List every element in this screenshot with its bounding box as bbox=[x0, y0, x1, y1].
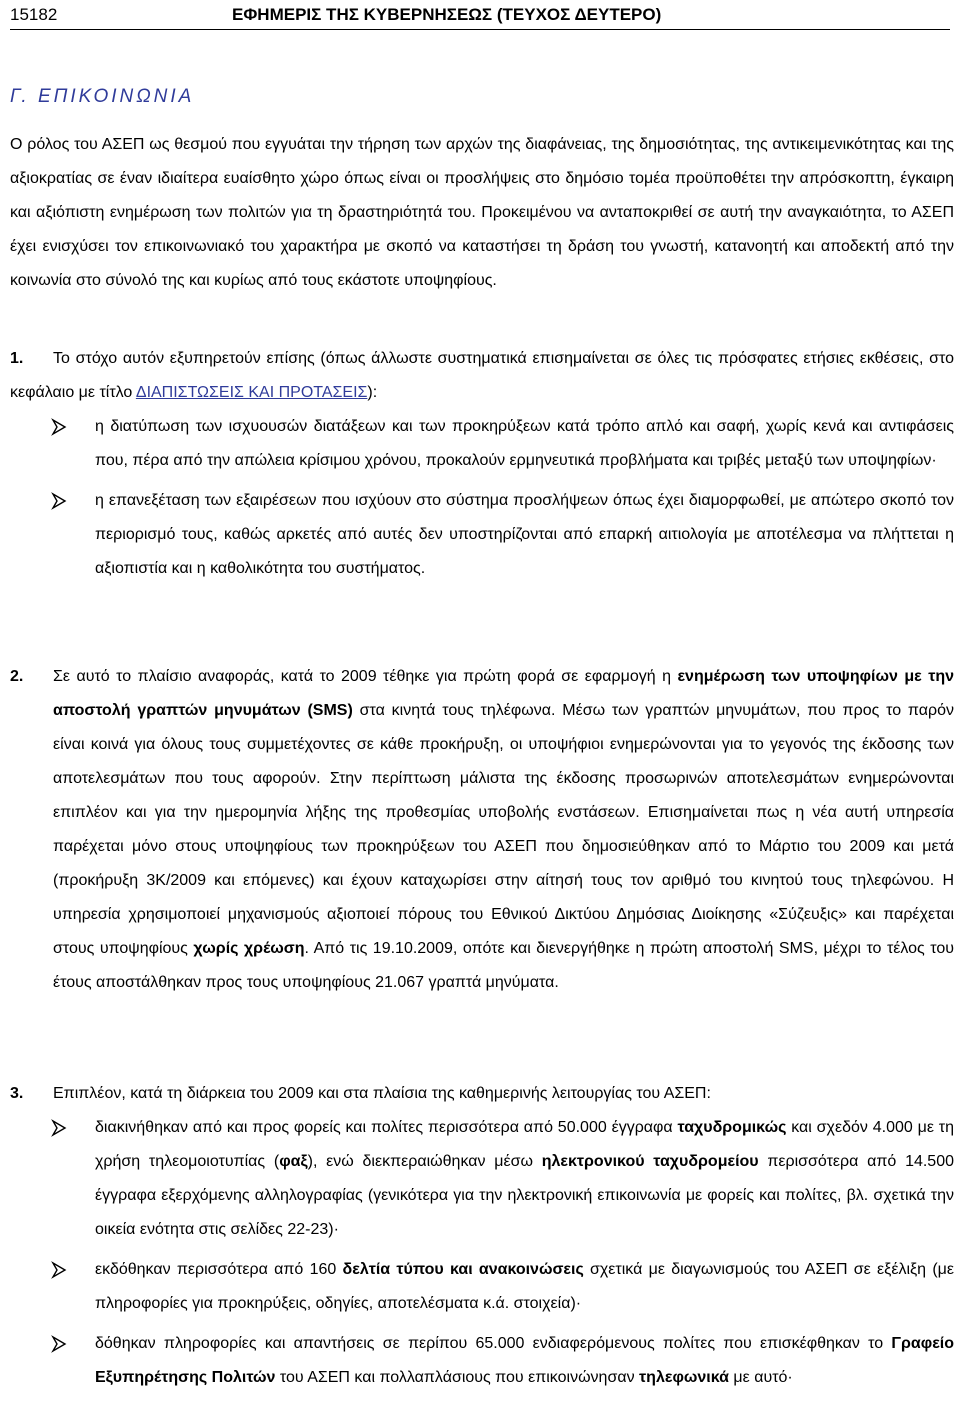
list-item bbox=[10, 1253, 954, 1321]
bullet-text: με αυτό· bbox=[728, 1369, 793, 1386]
item-1 bbox=[10, 342, 954, 410]
item-2-body bbox=[53, 660, 954, 1000]
bullet-text: και σχεδόν 4.000 με τη χρήση τηλεομοιοτυπίας ( bbox=[95, 1119, 954, 1170]
bullet-text: διακινήθηκαν από και προς φορείς και πολίτες περισσότερα από 50.000 έγγραφα bbox=[95, 1119, 678, 1136]
arrowhead-bullet-icon bbox=[50, 484, 70, 518]
bullet-bold: ηλεκτρονικού ταχυδρομείου bbox=[541, 1153, 759, 1170]
bullet-text: ), ενώ διεκπεραιώθηκαν μέσω bbox=[307, 1153, 542, 1170]
bullet-text: εκδόθηκαν περισσότερα από 160 bbox=[95, 1261, 343, 1278]
bullet-text: περισσότερα από 14.500 έγγραφα εξερχόμενης αλληλογραφίας (γενικότερα για την ηλεκτρονική επικοινωνία με φορείς και πολίτες, βλ. σχετικά την οικεία ενότητα στις σελίδες 22-23)· bbox=[95, 1153, 955, 1238]
item-1-after: ): bbox=[367, 384, 378, 401]
item-2-label: 2. bbox=[10, 668, 24, 685]
bullet-bold: φαξ bbox=[279, 1153, 308, 1170]
header-rule bbox=[10, 29, 950, 30]
arrowhead-bullet-icon bbox=[50, 1111, 70, 1145]
item-2-bold-sms: ενημέρωση των υποψηφίων με την αποστολή γραπτών μηνυμάτων (SMS) bbox=[53, 668, 955, 719]
list-item bbox=[10, 1111, 954, 1247]
intro-paragraph bbox=[10, 128, 954, 298]
arrowhead-bullet-icon bbox=[50, 1327, 70, 1361]
item-2-text-1: Σε αυτό το πλαίσιο αναφοράς, κατά το 2009 τέθηκε για πρώτη φορά σε εφαρμογή η bbox=[53, 668, 678, 685]
item-3-label: 3. bbox=[10, 1085, 24, 1102]
intro-sentence-2: Προκειμένου να ανταποκριθεί σε αυτή την αναγκαιότητα, το ΑΣΕΠ έχει ενισχύσει τον επικοινωνιακό του χαρακτήρα με σκοπό να καταστήσει τη δράση του γνωστή, κατανοητή και αποδεκτή από την κοινωνία στο σύνολό της και κυρίως από τους εκάστοτε υποψηφίους. bbox=[10, 204, 955, 289]
page-number: 15182 bbox=[10, 5, 58, 24]
item-2-bold-free: χωρίς χρέωση bbox=[193, 940, 305, 957]
bullet-bold: ταχυδρομικώς bbox=[677, 1119, 787, 1136]
list-item bbox=[10, 484, 954, 586]
item-2 bbox=[10, 660, 954, 1000]
bullet-text: δόθηκαν πληροφορίες και απαντήσεις σε περίπου 65.000 ενδιαφερόμενους πολίτες που επισκέφθηκαν το bbox=[95, 1335, 892, 1352]
item-2-text-2: στα κινητά τους τηλέφωνα. Μέσω των γραπτών μηνυμάτων, που προς το παρόν είναι κοινά για όλους τους συμμετέχοντες σε κάθε προκήρυξη, οι υποψήφιοι ενημερώνονται για το γεγονός της έκδοσης των αποτελεσμάτων που τους αφορούν. Στην περίπτωση μάλιστα της έκδοσης προσωρινών αποτελεσμάτων ενημερώνονται επιπλέον και για την ημερομηνία λήξης της προθεσμίας υποβολής ενστάσεων. Επισημαίνεται πως η νέα αυτή υπηρεσία παρέχεται μόνο στους υποψηφίους των προκηρύξεων του ΑΣΕΠ που δημοσιεύθηκαν από το Μάρτιο του 2009 και μετά (προκήρυξη 3Κ/2009 και επόμενες) και έχουν καταχωρίσει στην αίτησή τους τον αριθμό του κινητού τους τηλεφώνου. Η υπηρεσία χρησιμοποιεί μηχανισμούς αξιοποιεί πόρους του Εθνικού Δικτύου Δημόσιας Διοίκησης «Σύζευξις» και παρέχεται στους υποψηφίους bbox=[53, 702, 954, 957]
bullet-bold: τηλεφωνικά bbox=[639, 1369, 729, 1386]
arrowhead-bullet-icon bbox=[50, 1253, 70, 1287]
bullet-text: η επανεξέταση των εξαιρέσεων που ισχύουν στο σύστημα προσλήψεων όπως έχει διαμορφωθεί, με απώτερο σκοπό τον περιορισμό τους, καθώς αρκετές από αυτές δεν υποστηρίζονται από επαρκή αιτιολογία με αποτέλεσμα να πλήττεται η αξιοπιστία και η καθολικότητα του συστήματος. bbox=[95, 492, 954, 577]
bullet-text: η διατύπωση των ισχυουσών διατάξεων και των προκηρύξεων κατά τρόπο απλό και σαφή, χωρίς κενά και αντιφάσεις που, πέρα από την απώλεια κρίσιμου χρόνου, προκαλούν ερμηνευτικά προβλήματα και τριβές μεταξύ των υποψηφίων· bbox=[95, 418, 954, 469]
item-1-bullets bbox=[10, 410, 954, 586]
intro-sentence-1: Ο ρόλος του ΑΣΕΠ ως θεσμού που εγγυάται την τήρηση των αρχών της διαφάνειας, της δημοσιότητας, της αντικειμενικότητας και της αξιοκρατίας σε έναν ιδιαίτερα ευαίσθητο χώρο όπως είναι οι προσλήψεις στο δημόσιο τομέα προϋποθέτει την απρόσκοπτη, έγκαιρη και αξιόπιστη ενημέρωση των πολιτών για τη δραστηριότητά του. bbox=[10, 136, 954, 221]
bullet-bold: δελτία τύπου και ανακοινώσεις bbox=[342, 1261, 584, 1278]
arrowhead-bullet-icon bbox=[50, 410, 70, 444]
findings-proposals-link[interactable]: ΔΙΑΠΙΣΤΩΣΕΙΣ ΚΑΙ ΠΡΟΤΑΣΕΙΣ bbox=[135, 384, 368, 401]
bullet-text: του ΑΣΕΠ και πολλαπλάσιους που επικοινώνησαν bbox=[275, 1369, 640, 1386]
item-1-text: Το στόχο αυτόν εξυπηρετούν επίσης (όπως άλλωστε συστηματικά επισημαίνεται σε όλες τις πρόσφατες ετήσιες εκθέσεις, στο κεφάλαιο με τίτλο bbox=[10, 350, 954, 401]
item-3-bullets bbox=[10, 1111, 954, 1395]
item-1-body bbox=[10, 342, 954, 410]
journal-title: ΕΦΗΜΕΡΙΣ ΤΗΣ ΚΥΒΕΡΝΗΣΕΩΣ (ΤΕΥΧΟΣ ΔΕΥΤΕΡΟ) bbox=[232, 5, 662, 24]
item-3-body: Επιπλέον, κατά τη διάρκεια του 2009 και στα πλαίσια της καθημερινής λειτουργίας του ΑΣΕΠ: bbox=[53, 1085, 711, 1102]
bullet-bold: Γραφείο Εξυπηρέτησης Πολιτών bbox=[95, 1335, 954, 1386]
item-1-label: 1. bbox=[10, 350, 24, 367]
item-2-text-3: . Από τις 19.10.2009, οπότε και διενεργήθηκε η πρώτη αποστολή SMS, μέχρι το τέλος του έτους αποστάλθηκαν προς τους υποψηφίους 21.067 γραπτά μηνύματα. bbox=[53, 940, 955, 991]
page-header bbox=[10, 4, 950, 26]
list-item bbox=[10, 1327, 954, 1395]
item-3 bbox=[10, 1077, 954, 1111]
section-title: Γ. ΕΠΙΚΟΙΝΩΝΙΑ bbox=[10, 86, 195, 107]
bullet-text: σχετικά με διαγωνισμούς του ΑΣΕΠ σε εξέλιξη (με πληροφορίες για προκηρύξεις, οδηγίες, αποτελέσματα κ.ά. στοιχεία)· bbox=[95, 1261, 955, 1312]
list-item bbox=[10, 410, 954, 478]
